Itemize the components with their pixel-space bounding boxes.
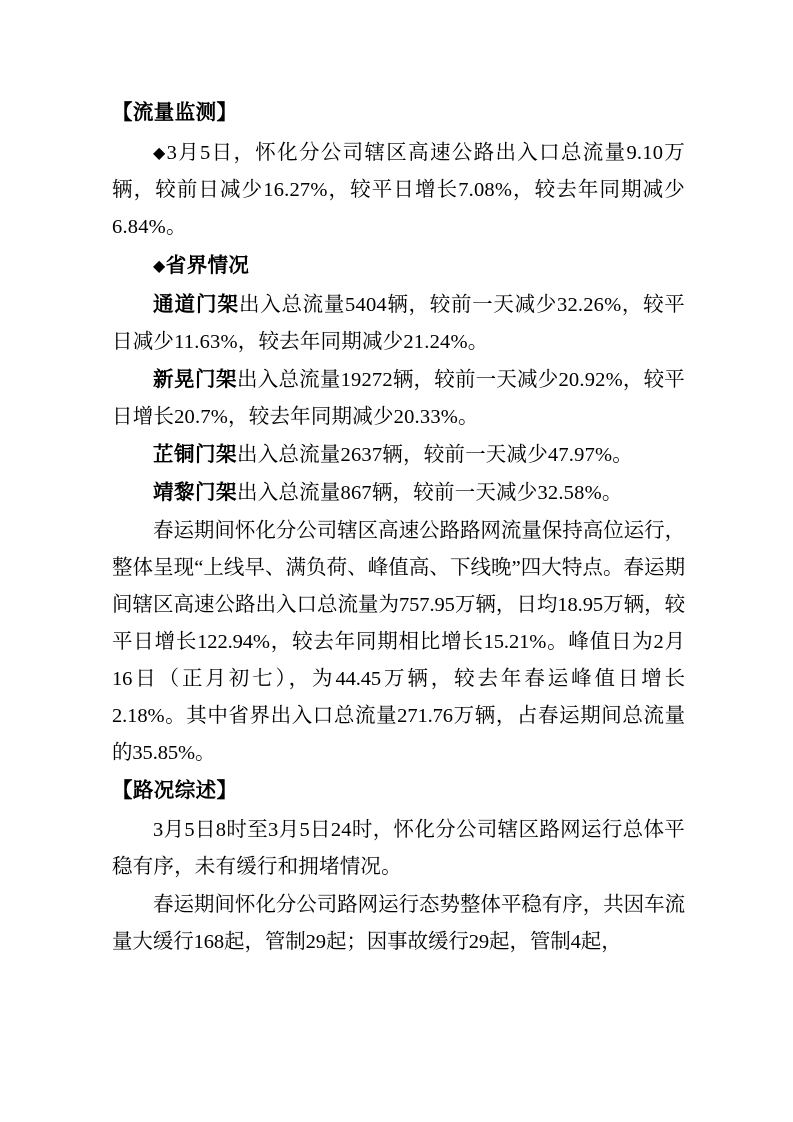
gate-paragraph-xinhuang	[112, 362, 685, 436]
subheading-province-border	[112, 247, 685, 285]
gate-paragraph-tongdao	[112, 287, 685, 361]
gate-text-xinhuang: 出入总流量19272辆，较前一天减少20.92%，较平日增长20.7%，较去年同期减少20.33%。	[112, 369, 685, 428]
paragraph-spring-festival-road-status: 春运期间怀化分公司路网运行态势整体平稳有序，共因车流量大缓行168起，管制29起；因事故缓行29起，管制4起，	[112, 894, 685, 953]
paragraph-road-status: 3月5日8时至3月5日24时，怀化分公司辖区路网运行总体平稳有序，未有缓行和拥堵情况。	[112, 819, 685, 878]
subheading-province-border-text: 省界情况	[165, 255, 250, 277]
gate-text-zhitong: 出入总流量2637辆，较前一天减少47.97%。	[237, 444, 634, 466]
gate-text-tongdao: 出入总流量5404辆，较前一天减少32.26%，较平日减少11.63%，较去年同期减少21.24%。	[112, 294, 686, 353]
paragraph-total-flow-text: 3月5日，怀化分公司辖区高速公路出入口总流量9.10万辆，较前日减少16.27%，较平日增长7.08%，较去年同期减少6.84%。	[112, 142, 685, 238]
gate-paragraph-zhitong	[112, 437, 685, 474]
bullet-marker: ◆	[153, 143, 167, 162]
document-body	[112, 95, 685, 961]
section-heading-road-condition: 【路况综述】	[112, 780, 238, 802]
gate-name-xinhuang: 新晃门架	[153, 369, 238, 391]
gate-name-jingli: 靖黎门架	[153, 482, 237, 504]
gate-name-tongdao: 通道门架	[153, 294, 240, 316]
gate-text-jingli: 出入总流量867辆，较前一天减少32.58%。	[237, 482, 623, 504]
paragraph-spring-festival-summary: 春运期间怀化分公司辖区高速公路路网流量保持高位运行，整体呈现“上线早、满负荷、峰值高、下线晚”四大特点。春运期间辖区高速公路出入口总流量为757.95万辆，日均18.95万辆，较平日增长122.94%，较去年同期相比增长15.21%。峰值日为2月16日（正月初七），为44.45万辆，较去年春运峰值日增长2.18%。其中省界出入口总流量271.76万辆，占春运期间总流量的35.85%。	[112, 520, 685, 764]
gate-name-zhitong: 芷铜门架	[153, 444, 237, 466]
paragraph-total-flow	[112, 134, 685, 246]
bullet-marker-subheading: ◆	[153, 256, 166, 275]
gate-paragraph-jingli	[112, 475, 685, 512]
section-heading-traffic-monitoring: 【流量监测】	[112, 102, 238, 124]
